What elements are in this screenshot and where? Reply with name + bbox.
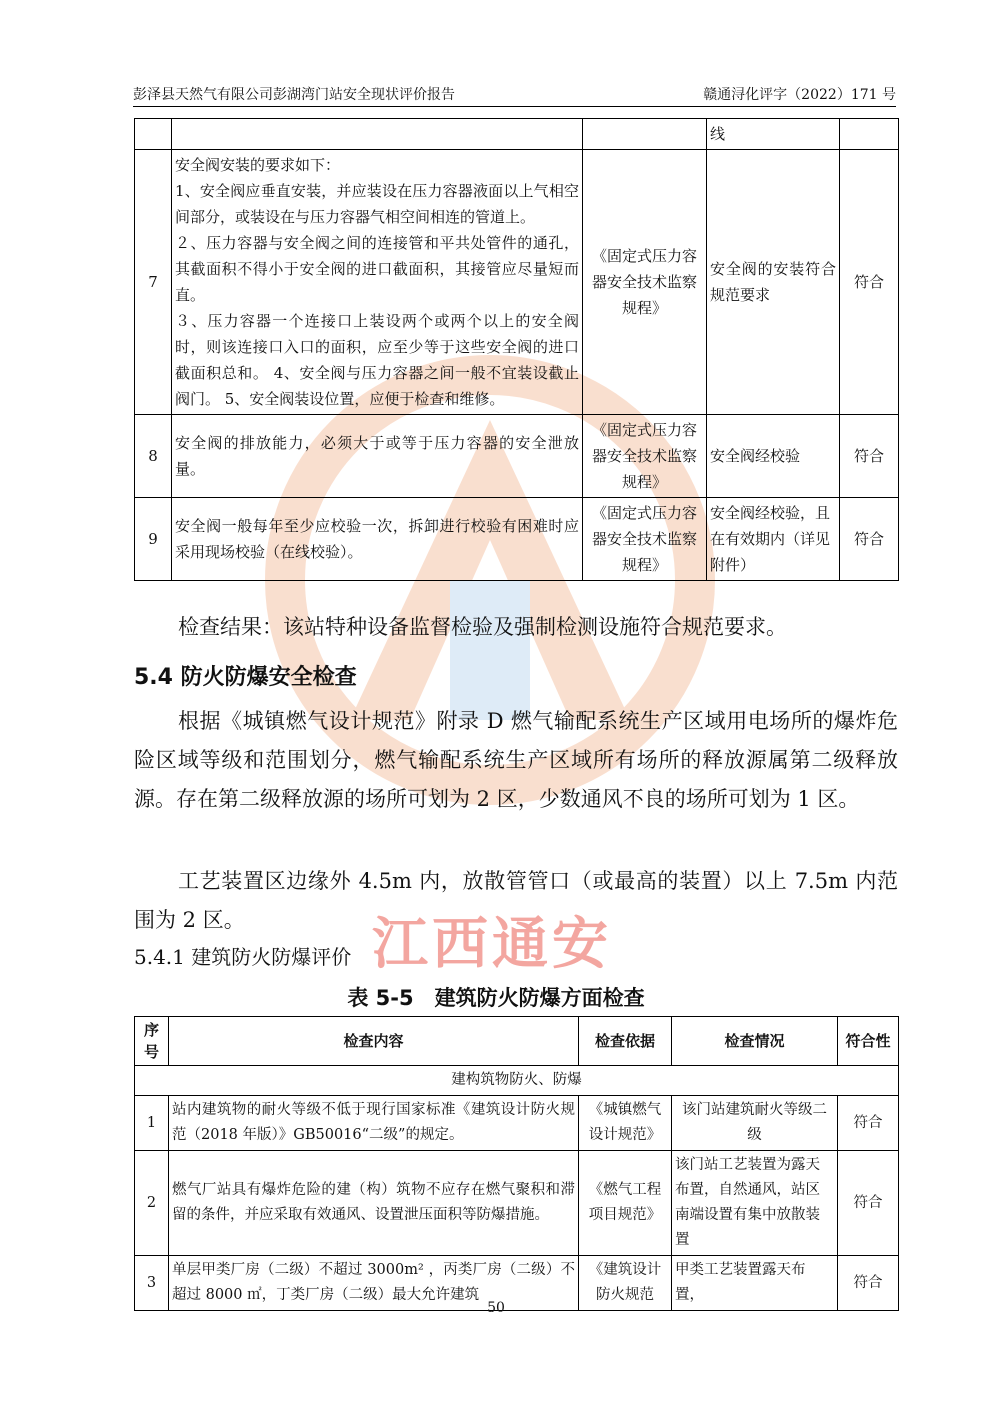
cell-result: 符合	[838, 1096, 899, 1151]
section-heading-5-4: 5.4 防火防爆安全检查	[134, 665, 357, 690]
table-row	[135, 150, 899, 415]
header-rule	[133, 106, 896, 107]
header-report-number: 赣通浔化评字（2022）171 号	[703, 87, 896, 103]
table-caption: 表 5-5 建筑防火防爆方面检查	[347, 986, 645, 1010]
cell-content: 安全阀的排放能力，必须大于或等于压力容器的安全泄放量。	[172, 415, 583, 498]
table-row	[135, 1151, 899, 1256]
cell-result: 符合	[840, 150, 899, 415]
cell-result: 符合	[840, 498, 899, 581]
page-number: 50	[487, 1300, 505, 1316]
group-row	[135, 1066, 899, 1096]
table-row	[135, 498, 899, 581]
cell-result: 符合	[838, 1151, 899, 1256]
cell-content: 单层甲类厂房（二级）不超过 3000m² ，丙类厂房（二级）不超过 8000 ㎡，丁类厂房（二级）最大允许建筑	[169, 1256, 579, 1311]
column-header: 符合性	[838, 1017, 899, 1066]
cell-content	[172, 119, 583, 150]
cell-status: 该门站建筑耐火等级二级	[672, 1096, 838, 1151]
content-line: 安全阀安装的要求如下：	[175, 156, 341, 174]
content-line: ３、压力容器一个连接口上装设两个或两个以上的安全阀时，则该连接口入口的面积，应至少等于这些安全阀的进口截面积总和。 4、安全阀与压力容器之间一般不宜装设截止阀门。 5、安全阀装设位置，应便于检查和维修。	[175, 312, 579, 408]
cell-no: 1	[135, 1096, 169, 1151]
paragraph: 根据《城镇燃气设计规范》附录 D 燃气输配系统生产区域用电场所的爆炸危险区域等级和范围划分，燃气输配系统生产区域所有场所的释放源属第二级释放源。存在第二级释放源的场所可划为 2 区，少数通风不良的场所可划为 1 区。	[134, 709, 898, 811]
content-line: ２、压力容器与安全阀之间的连接管和平共处管件的通孔，其截面积不得小于安全阀的进口截面积，其接管应尽量短而直。	[175, 234, 579, 304]
cell-basis: 《燃气工程项目规范》	[579, 1151, 672, 1256]
table-row	[135, 119, 899, 150]
cell-content: 站内建筑物的耐火等级不低于现行国家标准《建筑设计防火规范（2018 年版）》GB50016“二级”的规定。	[169, 1096, 579, 1151]
cell-content: 安全阀一般每年至少应校验一次，拆卸进行校验有困难时应采用现场校验（在线校验）。	[172, 498, 583, 581]
content-line: 1、安全阀应垂直安装，并应装设在压力容器液面以上气相空间部分，或装设在与压力容器气相空间相连的管道上。	[175, 182, 579, 226]
cell-basis: 《固定式压力容器安全技术监察规程》	[583, 415, 707, 498]
cell-result	[840, 119, 899, 150]
table-row	[135, 1096, 899, 1151]
cell-status: 安全阀的安装符合规范要求	[707, 150, 840, 415]
column-header: 检查情况	[672, 1017, 838, 1066]
cell-basis: 《城镇燃气设计规范》	[579, 1096, 672, 1151]
cell-no: 9	[135, 498, 172, 581]
cell-status: 安全阀经校验，且在有效期内（详见附件）	[707, 498, 840, 581]
cell-no	[135, 119, 172, 150]
cell-no: 7	[135, 150, 172, 415]
cell-status: 安全阀经校验	[707, 415, 840, 498]
fire-explosion-check-table	[134, 1016, 899, 1311]
cell-status: 该门站工艺装置为露天布置，自然通风，站区南端设置有集中放散装置	[672, 1151, 838, 1256]
section-heading-5-4-1: 5.4.1 建筑防火防爆评价	[134, 945, 352, 969]
header-report-title: 彭泽县天然气有限公司彭湖湾门站安全现状评价报告	[133, 87, 455, 103]
cell-result: 符合	[838, 1256, 899, 1311]
cell-content: 燃气厂站具有爆炸危险的建（构）筑物不应存在燃气聚积和滞留的条件，并应采取有效通风、设置泄压面积等防爆措施。	[169, 1151, 579, 1256]
cell-basis: 《建筑设计防火规范	[579, 1256, 672, 1311]
cell-no: 3	[135, 1256, 169, 1311]
cell-no: 8	[135, 415, 172, 498]
cell-no: 2	[135, 1151, 169, 1256]
cell-basis: 《固定式压力容器安全技术监察规程》	[583, 498, 707, 581]
cell-content	[172, 150, 583, 415]
inspection-table-continued	[134, 118, 899, 581]
cell-status: 线	[707, 119, 840, 150]
cell-basis	[583, 119, 707, 150]
paragraph: 工艺装置区边缘外 4.5m 内，放散管管口（或最高的装置）以上 7.5m 内范围为 2 区。	[134, 869, 898, 932]
cell-result: 符合	[840, 415, 899, 498]
column-header: 序号	[135, 1017, 169, 1066]
cell-status: 甲类工艺装置露天布置，	[672, 1256, 838, 1311]
column-header: 检查依据	[579, 1017, 672, 1066]
watermark-text: 江西通安	[372, 912, 612, 977]
page-header	[133, 84, 896, 106]
inspection-result: 检查结果：该站特种设备监督检验及强制检测设施符合规范要求。	[178, 615, 787, 639]
group-title: 建构筑物防火、防爆	[135, 1066, 899, 1096]
table-header-row	[135, 1017, 899, 1066]
table-row	[135, 415, 899, 498]
column-header: 检查内容	[169, 1017, 579, 1066]
cell-basis: 《固定式压力容器安全技术监察规程》	[583, 150, 707, 415]
